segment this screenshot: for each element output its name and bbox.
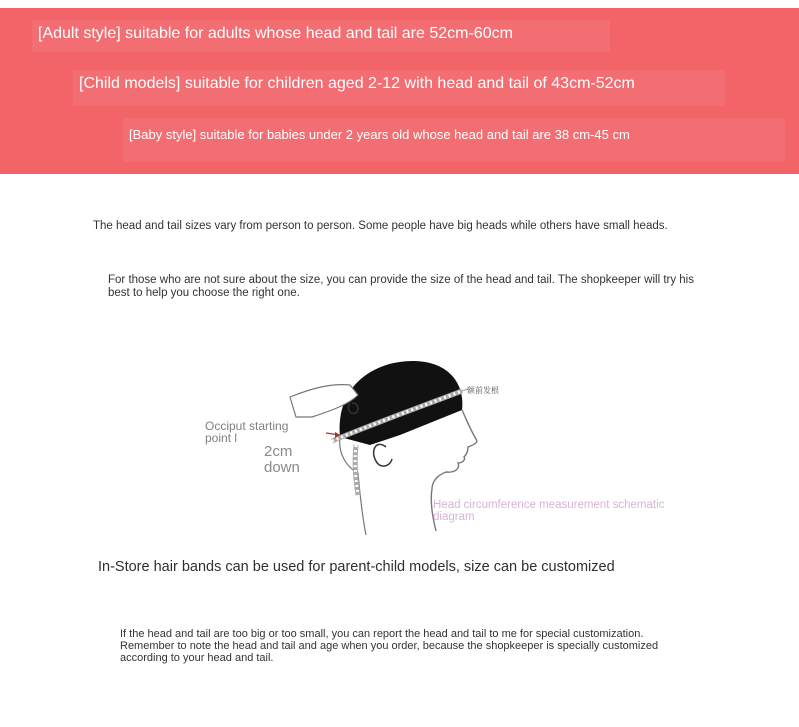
baby-size-text: [Baby style] suitable for babies under 2 years old whose head and tail are 38 cm-45 cm xyxy=(123,118,785,162)
head-measurement-diagram xyxy=(200,355,680,545)
size-variation-text: The head and tail sizes vary from person to person. Some people have big heads while others have small heads. xyxy=(93,220,668,232)
child-size-text: [Child models] suitable for children aged 2-12 with head and tail of 43cm-52cm xyxy=(73,70,725,106)
size-help-text: For those who are not sure about the size, you can provide the size of the head and tail. The shopkeeper will try his best to help you choose the right one. xyxy=(108,274,694,299)
parent-child-text: In-Store hair bands can be used for parent-child models, size can be customized xyxy=(98,559,615,575)
occiput-label: Occiput starting point l xyxy=(205,419,289,445)
hairline-label: 额前发根 xyxy=(467,386,499,395)
diagram-caption: Head circumference measurement schematic diagram xyxy=(433,499,665,523)
two-cm-down-label: 2cm down xyxy=(264,443,300,476)
adult-size-text: [Adult style] suitable for adults whose head and tail are 52cm-60cm xyxy=(32,20,610,52)
size-banner xyxy=(0,8,799,174)
customization-text: If the head and tail are too big or too small, you can report the head and tail to me for special customization. Remember to note the head and tail and age when you order, because the shopkeeper is specially customized according to your head and tail. xyxy=(120,628,659,664)
